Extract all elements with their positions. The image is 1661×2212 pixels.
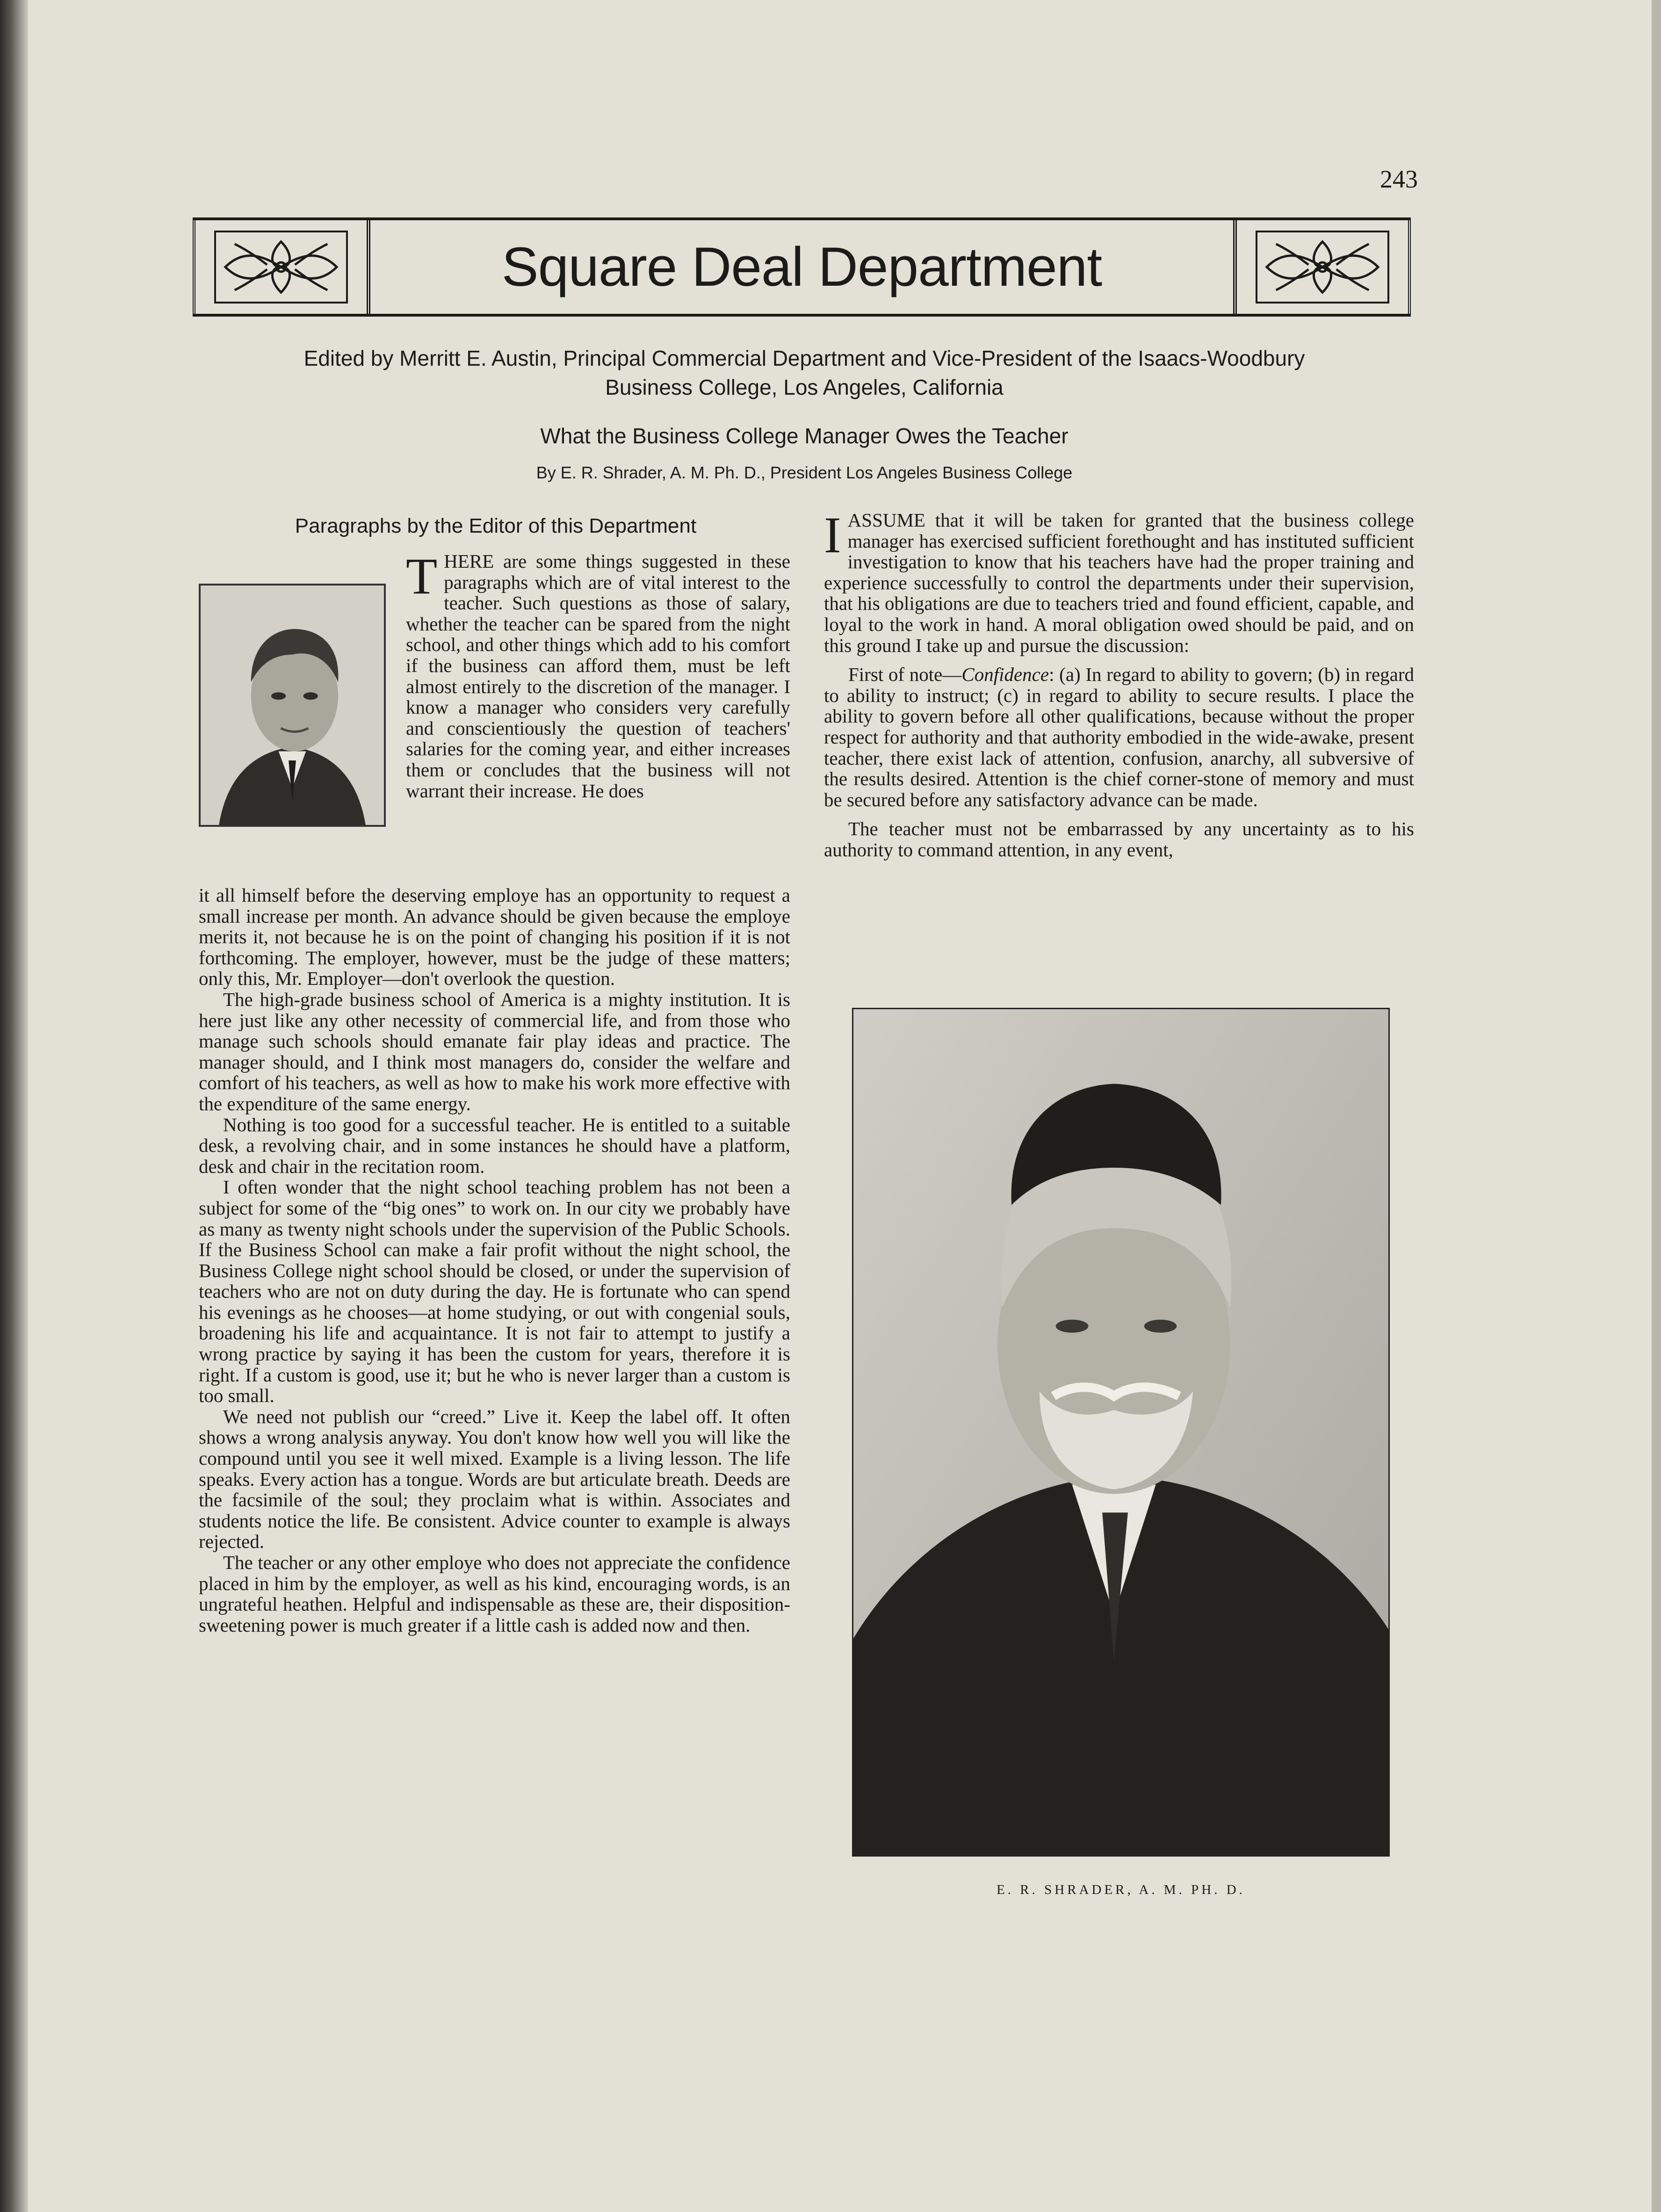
editor-paragraph-continued: it all himself before the deserving employe has an opportunity to request a small increase per month. An advance should be given because the employe merits it, not because he is on the point of changing his position if it is not forthcoming. The employer, however, must be the judge of these matters; only this, Mr. Employer—don't overlook the question. (199, 884, 790, 990)
leaf-ornament-icon (1257, 232, 1387, 302)
ornament-right (1233, 220, 1411, 314)
page-number: 243 (1380, 165, 1418, 193)
shrader-paragraph: The teacher must not be embarrassed by any uncertainty as to his authority to command attention, in any event, (824, 818, 1414, 860)
department-title: Square Deal Department (501, 236, 1102, 298)
editor-credit-line: Business College, Los Angeles, California (605, 375, 1004, 399)
editor-paragraph: We need not publish our “creed.” Live it. Keep the label off. It often shows a wrong analysis anyway. You don't know how well you will like the compound until you see it well mixed. Example is a living lesson. The life speaks. Every action has a tongue. Words are but articulate breath. Deeds are the facsimile of the soul; they proclaim what is within. Associates and students notice the life. Be consistent. Advice counter to example is always rejected. (199, 1405, 790, 1553)
shrader-intro-text: ASSUME that it will be taken for granted that the business college manager has exercised sufficient forethought and has instituted sufficient investigation to know that his teachers have had the proper training and experience successfully to control the departments under their supervision, that his obligations are due to teachers tried and found efficient, capable, and loyal to the work in hand. A moral obligation owed should be paid, and on this ground I take up and pursue the discussion: (824, 509, 1414, 656)
portrait-photo-shrader (852, 1008, 1390, 1857)
drop-cap: T (406, 548, 438, 605)
drop-cap: I (824, 506, 841, 564)
editor-paragraph: Nothing is too good for a successful teacher. He is entitled to a suitable desk, a revolving chair, and in some instances he should have a platform, desk and chair in the recitation room. (199, 1113, 790, 1177)
portrait-photo-editor (199, 584, 386, 827)
shrader-para-emphasis: Confidence (961, 664, 1049, 686)
shrader-paragraph (824, 506, 1414, 656)
shrader-paragraph (824, 664, 1414, 810)
shrader-para-lead: First of note— (848, 664, 962, 686)
editor-paragraph: The teacher or any other employe who does not appreciate the confidence placed in him by the employer, as well as his kind, encouraging words, is an ungrateful heathen. Helpful and indispensable as these are, their disposition-sweetening power is much greater if a little cash is added now and then. (199, 1552, 790, 1636)
editor-intro-text: HERE are some things suggested in these paragraphs which are of vital interest to the teacher. Such questions as those of salary, whether the teacher can be spared from the night school, and other things which add to his comfort if the business can afford them, must be left almost entirely to the discretion of the manager. I know a manager who considers very carefully and conscientiously the question of teachers' salaries for the coming year, and either increases them or concludes that the business will not warrant their increase. He does (406, 550, 790, 802)
editor-paragraph: I often wonder that the night school teaching problem has not been a subject for some of the “big ones” to work on. In our city we probably have as many as twenty night schools under the supervision of the Public Schools. If the Business School can make a fair profit without the night school, the Business College night school should be closed, or under the supervision of teachers who are not on duty during the day. He is fortunate who can spend his evenings as he chooses—at home studying, or out with congenial souls, broadening his life and acquaintance. It is not fair to attempt to justify a wrong practice by saying it has been the custom for years, therefore it is right. If a custom is good, use it; but he who is never larger than a custom is too small. (199, 1176, 790, 1407)
department-banner (193, 217, 1411, 317)
article-title: What the Business College Manager Owes the Teacher (540, 424, 1069, 448)
page-edge (1652, 0, 1661, 2212)
editor-paragraph: The high-grade business school of America is a mighty institution. It is here just like any other necessity of commercial life, and from those who manage such schools should emanate fair play ideas and practice. The manager should, and I think most managers do, consider the welfare and comfort of his teachers, as well as how to make his work more effective with the expenditure of the same energy. (199, 988, 790, 1114)
ornament-left (193, 220, 370, 314)
editor-credit-line: Edited by Merritt E. Austin, Principal Commercial Department and Vice-President of the Isaacs-Woodbury (303, 346, 1305, 370)
shrader-article-column (824, 506, 1415, 860)
editor-body-column (199, 885, 790, 1635)
article-byline: By E. R. Shrader, A. M. Ph. D., President Los Angeles Business College (536, 463, 1073, 482)
editor-credit (248, 344, 1361, 402)
shrader-para-text: : (a) In regard to ability to govern; (b) in regard to ability to instruct; (c) in regard to ability to secure results. I place the ability to govern before all other qualifications, because without the proper respect for authority and that authority embodied in the wide-awake, present teacher, there exist lack of attention, confusion, anarchy, all subversive of the results desired. Attention is the chief corner-stone of memory and must be secured before any satisfactory advance can be made. (824, 664, 1415, 810)
editor-intro-column (406, 548, 790, 802)
book-gutter (0, 0, 28, 2212)
editor-section-heading: Paragraphs by the Editor of this Department (295, 514, 697, 537)
photo-caption: E. R. SHRADER, A. M. PH. D. (997, 1882, 1245, 1897)
editor-intro-paragraph (406, 548, 790, 802)
leaf-ornament-icon (216, 232, 346, 302)
